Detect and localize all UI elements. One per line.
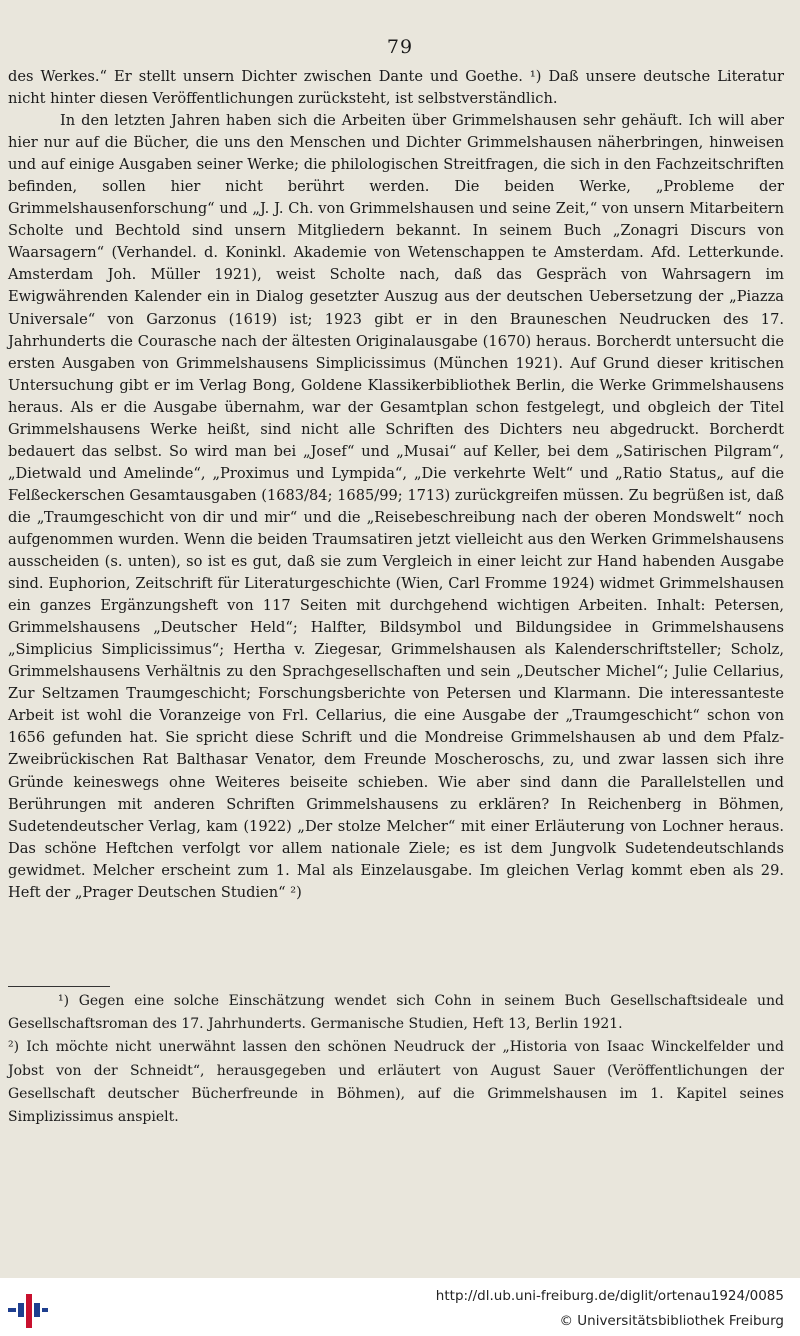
university-library-logo-icon <box>8 1294 48 1328</box>
footer-bar <box>0 1278 800 1336</box>
paragraph-1: des Werkes.“ Er stellt unsern Dichter zwischen Dante und Goethe. ¹) Daß unsere deutsche Literatur nicht hinter diesen Veröffentlichungen zurücksteht, ist selbstverständlich. <box>8 68 784 108</box>
page-number: 79 <box>386 36 414 58</box>
copyright-notice: © Universitätsbibliothek Freiburg <box>559 1313 784 1329</box>
footnotes <box>8 990 784 1129</box>
paragraph-2: In den letzten Jahren haben sich die Arbeiten über Grimmelshausen sehr gehäuft. Ich will aber hier nur auf die Bücher, die uns den Menschen und Dichter Grimmelshausen näherbringen, hinweisen und auf einige Ausgaben seiner Werke; die philologischen Streitfragen, die sich in den Fachzeitschriften befinden, sollen hier nicht berührt werden. Die beiden Werke, „Probleme der Grimmelshausenforschung“ und „J. J. Ch. von Grimmelshausen und seine Zeit,“ von unsern Mitarbeitern Scholte und Bechtold sind unsern Mitgliedern bekannt. In seinem Buch „Zonagri Discurs von Waarsagern“ (Verhandel. d. Koninkl. Akademie von Wetenschappen te Amsterdam. Afd. Letterkunde. Amsterdam Joh. Müller 1921), weist Scholte nach, daß das Gespräch von Wahrsagern im Ewigwährenden Kalender ein in Dialog gesetzter Auszug aus der deutschen Uebersetzung der „Piazza Universale“ von Garzonus (1619) ist; 1923 gibt er in den Brauneschen Neudrucken des 17. Jahrhunderts die Courasche nach der ältesten Originalausgabe (1670) heraus. Borcherdt untersucht die ersten Ausgaben von Grimmelshausens Simplicissimus (München 1921). Auf Grund dieser kritischen Untersuchung gibt er im Verlag Bong, Goldene Klassikerbibliothek Berlin, die Werke Grimmelshausens heraus. Als er die Ausgabe übernahm, war der Gesamtplan schon festgelegt, und obgleich der Titel Grimmelshausens Werke heißt, sind nicht alle Schriften des Dichters neu abgedruckt. Borcherdt bedauert das selbst. So wird man bei „Josef“ und „Musai“ auf Keller, bei dem „Satirischen Pilgram“, „Dietwald und Amelinde“, „Proximus und Lympida“, „Die verkehrte Welt“ und „Ratio Status„ auf die Felßeckerschen Gesamtausgaben (1683/84; 1685/99; 1713) zurückgreifen müssen. Zu begrüßen ist, daß die „Traumgeschicht von dir und mir“ und die „Reisebeschreibung nach der oberen Mondswelt“ noch aufgenommen wurden. Wenn die beiden Traumsatiren jetzt vielleicht aus den Werken Grimmelshausens ausscheiden (s. unten), so ist es gut, daß sie zum Vergleich in einer leicht zur Hand habenden Ausgabe sind. Euphorion, Zeitschrift für Literaturgeschichte (Wien, Carl Fromme 1924) widmet Grimmelshausen ein ganzes Ergänzungsheft von 117 Seiten mit durchgehend wichtigen Arbeiten. Inhalt: Petersen, Grimmelshausens „Deutscher Held“; Halfter, Bildsymbol und Bildungsidee in Grimmelshausens „Simplicius Simplicissimus“; Hertha v. Ziegesar, Grimmelshausen als Kalenderschriftsteller; Scholz, Grimmelshausens Verhältnis zu den Sprachgesellschaften und sein „Deutscher Michel“; Julie Cellarius, Zur Seltzamen Traumgeschicht; Forschungsberichte von Petersen und Klarmann. Die interessanteste Arbeit ist wohl die Voranzeige von Frl. Cellarius, die eine Ausgabe der „Traumgeschicht“ schon von 1656 gefunden hat. Sie spricht diese Schrift und die Mondreise Grimmelshausen ab und dem Pfalz-Zweibrückischen Rat Balthasar Venator, dem Freunde Moscheroschs, zu, und zwar lassen sich ihre Gründe keineswegs ohne Weiteres beiseite schieben. Wie aber sind dann die Parallelstellen und Berührungen mit anderen Schriften Grimmelshausens zu erklären? In Reichenberg in Böhmen, Sudetendeutscher Verlag, kam (1922) „Der stolze Melcher“ mit einer Erläuterung von Lochner heraus. Das schöne Heftchen verfolgt vor allem nationale Ziele; es ist dem Jungvolk Sudetendeutschlands gewidmet. Melcher erscheint zum 1. Mal als Einzelausgabe. Im gleichen Verlag kommt eben als 29. Heft der „Prager Deutschen Studien“ ²) <box>8 112 784 901</box>
body-text <box>8 66 784 904</box>
source-url-link[interactable]: http://dl.ub.uni-freiburg.de/diglit/ortenau1924/0085 <box>435 1288 784 1304</box>
footnote-separator <box>8 986 110 987</box>
footnote-2: ²) Ich möchte nicht unerwähnt lassen den schönen Neudruck der „Historia von Isaac Winckelfelder und Jobst von der Schneidt“, herausgegeben und erläutert von August Sauer (Veröffentlichungen der Gesellschaft deutscher Bücherfreunde in Böhmen), auf die Grimmelshausen im 1. Kapitel seines Simplizissimus anspielt. <box>8 1039 784 1126</box>
footnote-1: ¹) Gegen eine solche Einschätzung wendet sich Cohn in seinem Buch Gesellschaftsideale und Gesellschaftsroman des 17. Jahrhunderts. Germanische Studien, Heft 13, Berlin 1921. <box>8 993 784 1033</box>
